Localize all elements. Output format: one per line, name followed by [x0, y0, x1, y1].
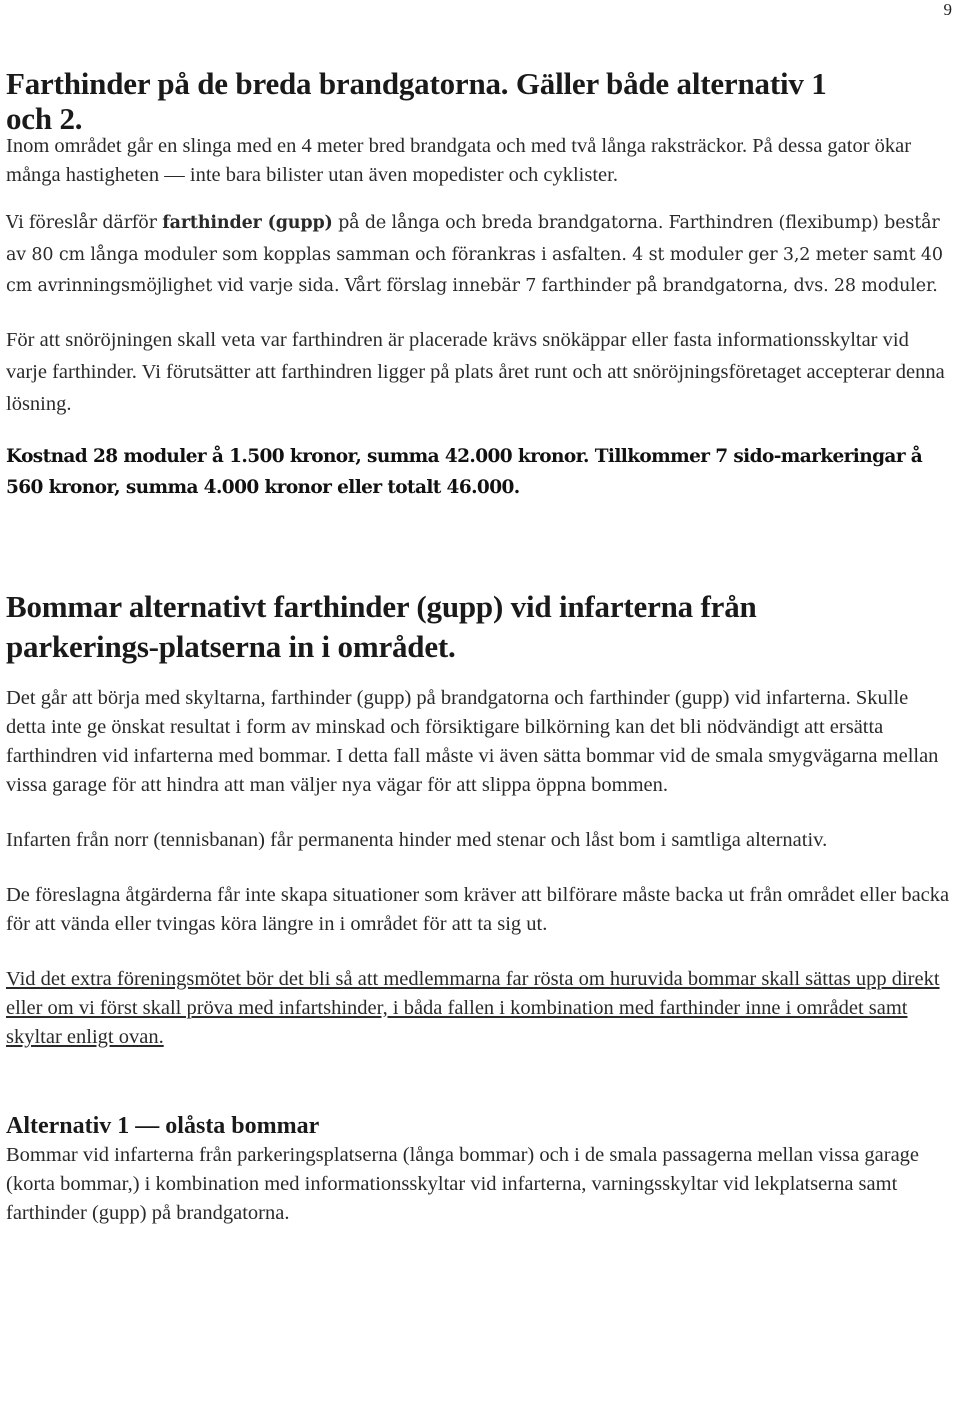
section-heading-farthinder [6, 66, 952, 136]
proposal-bold-term: farthinder (gupp) [162, 213, 333, 233]
intro-paragraph: Inom området går en slinga med en 4 meter bred brandgata och med två långa raksträckor. På dessa gator ökar många hastigheten — inte bara bilister utan även mopedister och cyklister. [6, 135, 912, 186]
bommar-paragraph-1: Det går att börja med skyltarna, farthinder (gupp) på brandgatorna och farthinder (gupp) vid infarterna. Skulle detta inte ge önskat resultat i form av minskad och försiktigare bilkörning kan det bli nödvändigt att ersätta farthindren vid infarterna med bommar. I detta fall måste vi även sätta bommar vid de smala smygvägarna mellan vissa garage för att hindra att man väljer nya vägar för att slippa öppna bommen. [6, 686, 939, 796]
heading-line: Farthinder på de breda brandgatorna. Gäller både alternativ 1 [6, 66, 827, 101]
section-heading-bommar [6, 587, 952, 667]
page-number: 9 [943, 0, 952, 19]
heading-line: Bommar alternativt farthinder (gupp) vid infarterna från [6, 588, 757, 624]
proposal-paragraph [6, 208, 952, 303]
bommar-paragraph-3: De föreslagna åtgärderna får inte skapa situationer som kräver att bilförare måste backa ut från området eller backa för att vända eller tvingas köra längre in i området för att ta sig ut. [6, 883, 950, 935]
proposal-text-pre: Vi föreslår därför [6, 213, 163, 233]
meeting-paragraph-underlined: Vid det extra föreningsmötet bör det bli så att medlemmarna far rösta om huruvida bommar skall sättas upp direkt eller om vi först skall pröva med infartshinder, i båda fallen i kombination med farthinder inne i området samt skyltar enligt ovan. [6, 967, 940, 1048]
proposal-text-post: på de långa och breda brandgatorna. Farthindren (flexibump) består av 80 cm långa moduler som kopplas samman och förankras i asfalten. 4 st moduler ger 3,2 meter samt 40 cm avrinningsmöjlighet vid varje sida. Vårt förslag innebär 7 farthinder på brandgatorna, dvs. 28 moduler. [6, 213, 943, 296]
section-heading-alternativ-1: Alternativ 1 — olåsta bommar [6, 1112, 320, 1139]
alternativ-1-paragraph: Bommar vid infarterna från parkeringsplatserna (långa bommar) och i de smala passagerna mellan vissa garage (korta bommar,) i kombination med informationsskyltar vid infarterna, varningsskyltar vid lekplatserna samt farthinder (gupp) på brandgatorna. [6, 1143, 920, 1224]
document-content [6, 66, 952, 1228]
heading-line: parkerings-platserna in i området. [6, 628, 456, 664]
cost-paragraph: Kostnad 28 moduler å 1.500 kronor, summa 42.000 kronor. Tillkommer 7 sido-markeringar å 560 kronor, summa 4.000 kronor eller totalt 46.000. [6, 445, 923, 498]
heading-line: och 2. [6, 101, 83, 136]
snow-clearing-paragraph: För att snöröjningen skall veta var farthindren är placerade krävs snökäppar eller fasta informationsskyltar vid varje farthinder. Vi förutsätter att farthindren ligger på plats året runt och att snöröjningsföretaget accepterar denna lösning. [6, 328, 945, 415]
bommar-paragraph-2: Infarten från norr (tennisbanan) får permanenta hinder med stenar och låst bom i samtliga alternativ. [6, 828, 828, 851]
